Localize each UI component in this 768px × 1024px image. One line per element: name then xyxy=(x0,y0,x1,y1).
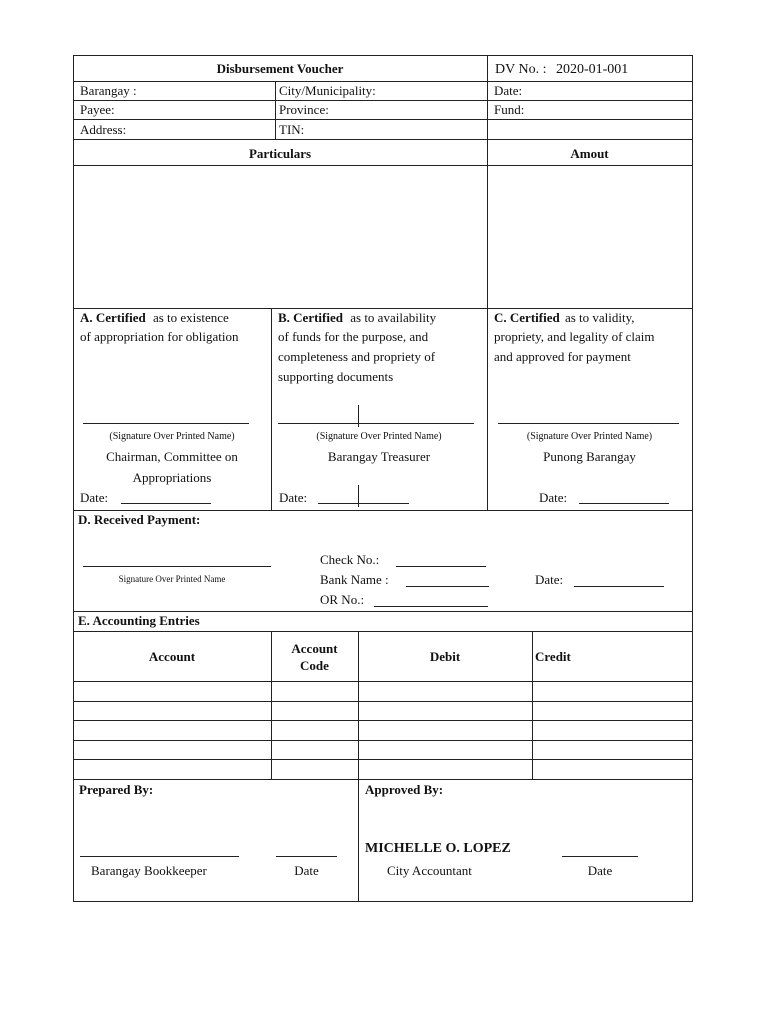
cert-c-bold: Certified xyxy=(509,310,560,325)
cert-a-text2: of appropriation for obligation xyxy=(80,329,239,344)
date-label: Date: xyxy=(494,83,523,98)
bank-name-label: Bank Name : xyxy=(320,572,389,587)
approved-date: Date xyxy=(587,863,613,878)
cert-c-letter: C. xyxy=(494,310,507,325)
cert-a-letter: A. xyxy=(80,310,93,325)
cert-b-role: Barangay Treasurer xyxy=(327,449,431,464)
cert-a-role2: Appropriations xyxy=(132,470,212,485)
prepared-date-line xyxy=(276,856,337,857)
cert-c-sig-caption: (Signature Over Printed Name) xyxy=(526,431,653,442)
cert-a-text1: as to existence xyxy=(152,310,229,325)
fund-label: Fund: xyxy=(494,102,525,117)
barangay-label: Barangay : xyxy=(80,83,137,98)
dv-number xyxy=(495,62,628,78)
cert-c-date-line xyxy=(579,503,669,504)
cert-b-text4: supporting documents xyxy=(278,369,394,384)
received-date-label: Date: xyxy=(535,572,564,587)
cert-b-letter: B. xyxy=(278,310,290,325)
or-no-label: OR No.: xyxy=(320,592,365,607)
cert-a-sig-caption: (Signature Over Printed Name) xyxy=(109,431,235,442)
address-label: Address: xyxy=(80,122,127,137)
col-account-code-line1: Account xyxy=(291,641,338,656)
cert-a-signature-line xyxy=(83,423,249,424)
city-label: City/Municipality: xyxy=(279,83,376,98)
col-debit: Debit xyxy=(429,649,461,664)
cert-c-date-label: Date: xyxy=(539,490,568,505)
prepared-by-label: Prepared By: xyxy=(79,782,154,797)
cert-b-date-label: Date: xyxy=(279,490,308,505)
received-signature-line xyxy=(83,566,271,567)
bank-name-line xyxy=(406,586,489,587)
approved-date-line xyxy=(562,856,638,857)
received-heading: D. Received Payment: xyxy=(78,512,201,527)
cert-b-signature-line xyxy=(278,423,474,424)
cert-b-text2: of funds for the purpose, and xyxy=(278,329,429,344)
accounting-heading: E. Accounting Entries xyxy=(78,613,200,628)
cert-c-role: Punong Barangay xyxy=(543,449,636,464)
particulars-header: Particulars xyxy=(248,146,312,161)
prepared-signature-line xyxy=(80,856,239,857)
cert-a-line1 xyxy=(80,310,229,326)
dv-number-label: DV No. : xyxy=(495,62,547,77)
cert-a-bold: Certified xyxy=(95,310,146,325)
check-no-line xyxy=(396,566,486,567)
amount-header: Amout xyxy=(570,146,609,161)
tin-label: TIN: xyxy=(279,122,305,137)
col-account-code xyxy=(271,640,358,674)
cert-a-date-label: Date: xyxy=(80,490,109,505)
cert-c-signature-line xyxy=(498,423,679,424)
dv-number-value: 2020-01-001 xyxy=(555,62,629,77)
approved-by-label: Approved By: xyxy=(365,782,444,797)
received-date-line xyxy=(574,586,664,587)
approved-name: MICHELLE O. LOPEZ xyxy=(365,841,511,856)
cert-a-role1: Chairman, Committee on xyxy=(106,449,238,464)
province-label: Province: xyxy=(279,102,329,117)
col-account-code-line2: Code xyxy=(300,658,329,673)
prepared-date: Date xyxy=(294,863,319,878)
cert-b-text1: as to availability xyxy=(350,310,437,325)
cert-b-line1 xyxy=(278,310,436,326)
col-account: Account xyxy=(148,649,196,664)
cert-b-bold: Certified xyxy=(293,310,343,325)
cert-c-text1: as to validity, xyxy=(564,310,635,325)
check-no-label: Check No.: xyxy=(320,552,380,567)
voucher-title: Disbursement Voucher xyxy=(216,61,344,76)
received-sig-caption: Signature Over Printed Name xyxy=(118,574,226,584)
cert-c-text3: and approved for payment xyxy=(494,349,631,364)
col-credit: Credit xyxy=(535,649,571,664)
or-no-line xyxy=(374,606,488,607)
cert-a-date-line xyxy=(121,503,211,504)
cert-b-text3: completeness and propriety of xyxy=(278,349,436,364)
payee-label: Payee: xyxy=(80,102,115,117)
cert-c-text2: propriety, and legality of claim xyxy=(494,329,655,344)
approved-role: City Accountant xyxy=(387,863,472,878)
cert-b-sig-caption: (Signature Over Printed Name) xyxy=(316,431,442,442)
cert-c-line1 xyxy=(494,310,635,326)
cert-b-date-line xyxy=(318,503,409,504)
prepared-role: Barangay Bookkeeper xyxy=(91,863,207,878)
